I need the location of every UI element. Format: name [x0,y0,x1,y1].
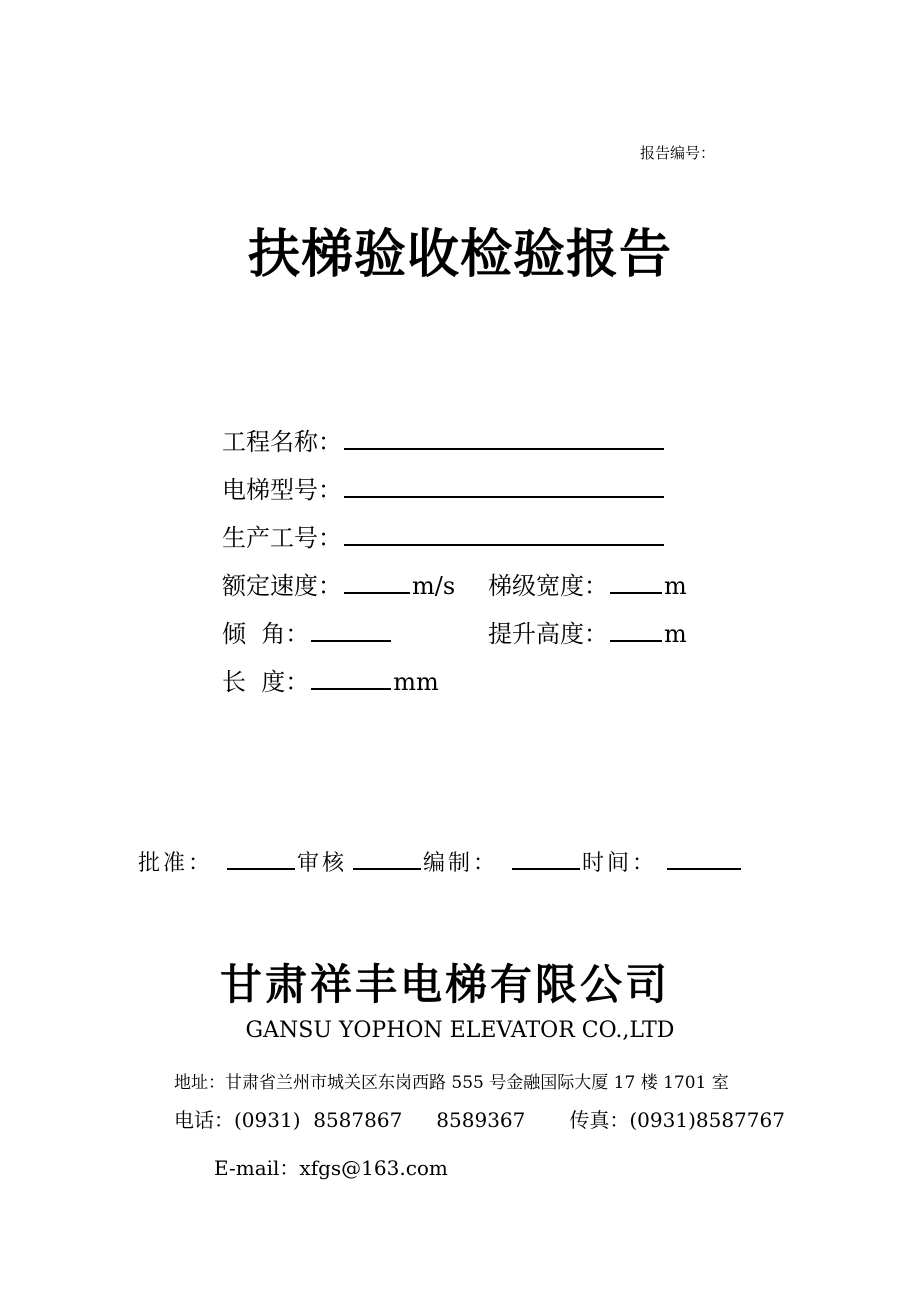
fax-number: (0931)8587767 [629,1108,785,1132]
company-name-en: GANSU YOPHON ELEVATOR CO.,LTD [245,1018,675,1043]
elevator-model-blank[interactable] [344,472,664,498]
review-blank[interactable] [353,844,421,870]
incline-blank[interactable] [311,616,391,642]
phone-number-2: 8589367 [436,1108,526,1132]
rated-speed-blank[interactable] [344,568,410,594]
height-unit: m [664,620,687,648]
production-no-blank[interactable] [344,520,664,546]
rated-speed-row [222,568,455,601]
lift-height-label: 提升高度： [488,620,608,648]
speed-unit: m/s [412,572,456,600]
report-number-label: 报告编号： [640,144,716,162]
elevator-model-row [222,472,666,505]
length-label: 长 度： [222,668,310,696]
company-phone-row [174,1104,785,1133]
company-address: 地址：甘肃省兰州市城关区东岗西路 555 号金融国际大厦 17 楼 1701 室 [174,1073,729,1093]
fax-label: 传真： [569,1108,630,1132]
review-label: 审核 [297,851,348,876]
phone-number-1: (0931) 8587867 [234,1108,403,1132]
incline-row [222,616,393,649]
project-name-label: 工程名称： [222,428,342,456]
production-no-row [222,520,666,553]
time-blank[interactable] [667,844,741,870]
length-blank[interactable] [311,664,391,690]
length-unit: mm [393,668,439,696]
project-name-row [222,424,666,457]
project-name-blank[interactable] [344,424,664,450]
phone-label: 电话： [174,1108,234,1132]
rated-speed-label: 额定速度： [222,572,342,600]
compile-label: 编制： [423,851,499,876]
production-no-label: 生产工号： [222,524,342,552]
compile-blank[interactable] [512,844,580,870]
approve-blank[interactable] [227,844,295,870]
approval-row [138,844,743,877]
width-unit: m [664,572,687,600]
step-width-label: 梯级宽度： [488,572,608,600]
elevator-model-label: 电梯型号： [222,476,342,504]
step-width-blank[interactable] [610,568,662,594]
time-label: 时间： [582,851,658,876]
approve-label: 批准： [138,851,214,876]
lift-height-blank[interactable] [610,616,662,642]
company-email: E-mail：xfgs@163.com [214,1156,448,1180]
length-row [222,664,439,697]
company-name-cn: 甘肃祥丰电梯有限公司 [219,960,670,1009]
incline-label: 倾 角： [222,620,310,648]
lift-height-row [488,616,687,649]
page-title: 扶梯验收检验报告 [247,225,672,285]
step-width-row [488,568,687,601]
